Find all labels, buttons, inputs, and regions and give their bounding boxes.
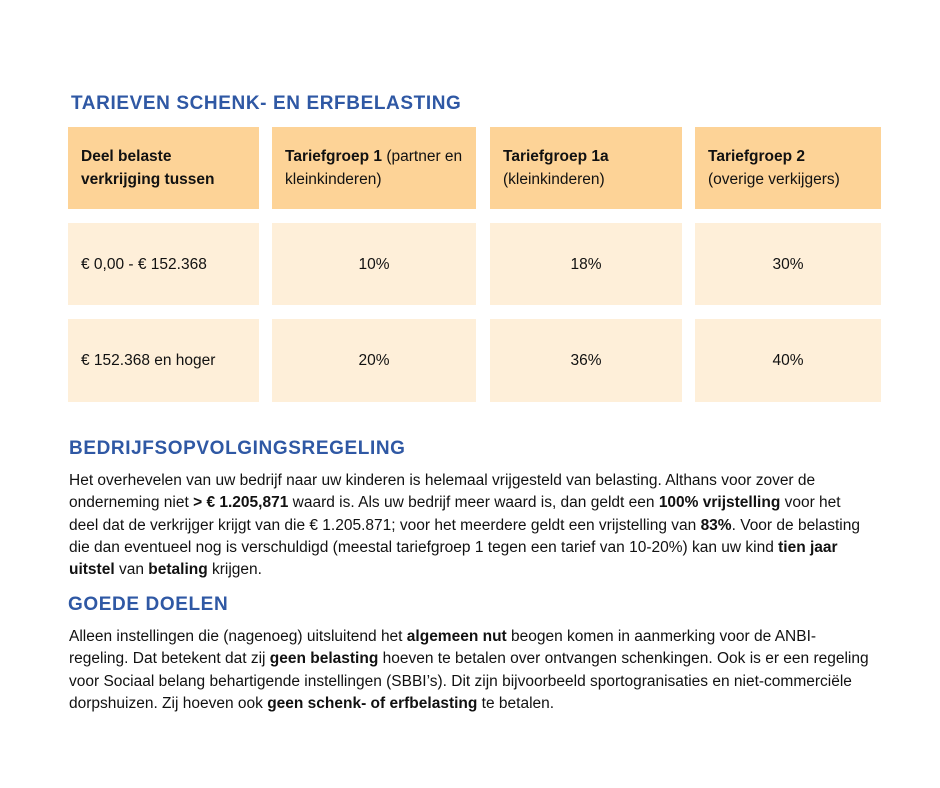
goede-doelen-paragraph: Alleen instellingen die (nagenoeg) uitsluitend het algemeen nut beogen komen in aanmerking voor de ANBI-regeling. Dat betekent dat zij geen belasting hoeven te betalen over ontvangen schenkingen. Ook is er een regeling voor Sociaal belang behartigende instellingen (SBBI’s). Dit zijn bijvoorbeeld sportogranisaties en niet-commerciële dorpshuizen. Zij hoeven ook geen schenk- of erfbelasting te betalen.: [69, 628, 869, 712]
goede-doelen-heading: GOEDE DOELEN: [68, 594, 229, 615]
header-cell-range: [68, 127, 259, 209]
header-range-bold: Deel belaste verkrijging tussen: [81, 148, 215, 188]
row1-group2: 30%: [695, 223, 881, 305]
header-group2-bold: Tariefgroep 2: [708, 148, 806, 165]
header-cell-group2: [695, 127, 881, 209]
tarieven-heading: TARIEVEN SCHENK- EN ERFBELASTING: [71, 93, 462, 114]
header-group2-rest: (overige verkijgers): [708, 171, 840, 188]
row1-group1a: 18%: [490, 223, 682, 305]
header-group1a-bold: Tariefgroep 1a: [503, 148, 609, 165]
header-cell-group1: [272, 127, 476, 209]
row2-group1a: 36%: [490, 319, 682, 402]
row1-range: € 0,00 - € 152.368: [68, 223, 259, 305]
row2-group1: 20%: [272, 319, 476, 402]
header-group1-rest: (partner en kleinkinderen): [285, 148, 463, 188]
header-group1a-rest: (kleinkinderen): [503, 171, 605, 188]
row2-group2: 40%: [695, 319, 881, 402]
row2-range: € 152.368 en hoger: [68, 319, 259, 402]
header-group1-bold: Tariefgroep 1: [285, 148, 383, 165]
bedrijf-heading: BEDRIJFSOPVOLGINGSREGELING: [69, 438, 406, 459]
row1-group1: 10%: [272, 223, 476, 305]
header-cell-group1a: [490, 127, 682, 209]
bedrijf-paragraph: Het overhevelen van uw bedrijf naar uw kinderen is helemaal vrijgesteld van belasting. Althans voor zover de onderneming niet > € 1.205,871 waard is. Als uw bedrijf meer waard is, dan geldt een 100% vrijstelling voor het deel dat de verkrijger krijgt van die € 1.205.871; voor het meerdere geldt een vrijstelling van 83%. Voor de belasting die dan eventueel nog is verschuldigd (meestal tariefgroep 1 tegen een tarief van 10-20%) kan uw kind tien jaar uitstel van betaling krijgen.: [69, 472, 860, 579]
